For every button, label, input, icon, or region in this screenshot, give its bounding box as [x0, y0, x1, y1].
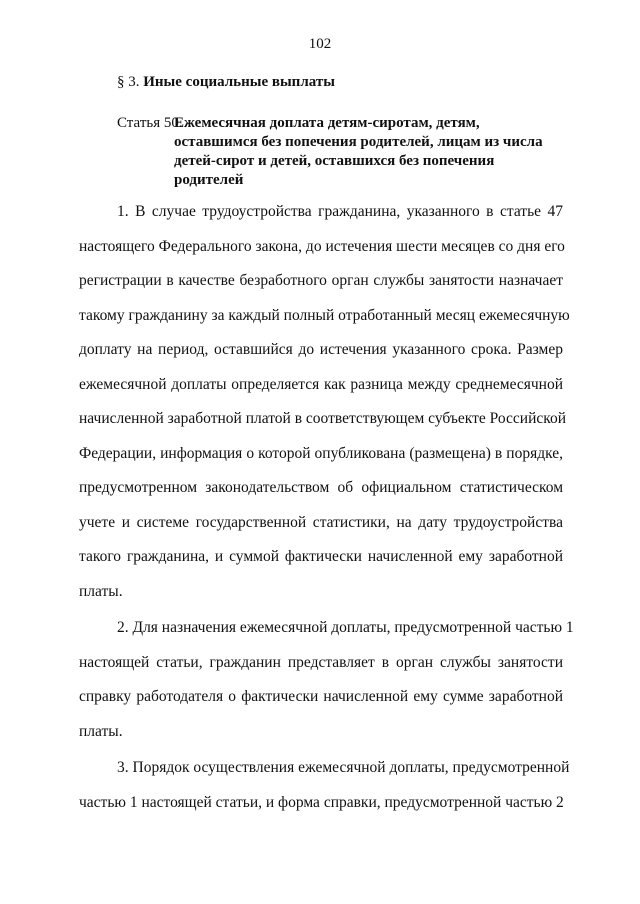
article-title-line: детей-сирот и детей, оставшихся без попечения: [174, 153, 495, 169]
text-line: 2. Для назначения ежемесячной доплаты, предусмотренной частью 1: [117, 619, 574, 636]
text-line: такому гражданину за каждый полный отработанный месяц ежемесячную: [79, 306, 570, 324]
text-line: настоящего Федерального закона, до истечения шести месяцев со дня его: [79, 237, 565, 255]
article-label: Статья 50.: [117, 115, 183, 131]
text-line: начисленной заработной платой в соответствующем субъекте Российской: [79, 410, 567, 427]
text-line: частью 1 настоящей статьи, и форма справки, предусмотренной частью 2: [79, 793, 564, 811]
page-number: 102: [308, 36, 332, 52]
text-line: справку работодателя о фактически начисленной ему сумме заработной: [79, 688, 563, 705]
text-line: платы.: [79, 722, 123, 740]
text-line: Федерации, информация о которой опубликована (размещена) в порядке,: [79, 444, 563, 462]
paragraph-2: [79, 611, 574, 749]
paragraph-3: [79, 751, 570, 820]
text-line: такого гражданина, и суммой фактически начисленной ему заработной: [79, 548, 563, 565]
section-title: Иные социальные выплаты: [143, 74, 335, 90]
text-line: платы.: [79, 582, 123, 600]
text-line: 1. В случае трудоустройства гражданина, указанного в статье 47: [117, 203, 563, 220]
section-heading: [117, 74, 335, 91]
text-line: предусмотренном законодательством об официальном статистическом: [79, 479, 563, 496]
text-line: регистрации в качестве безработного орган службы занятости назначает: [79, 272, 563, 289]
text-line: доплату на период, оставшийся до истечения указанного срока. Размер: [79, 341, 563, 358]
article-body: [79, 195, 574, 822]
article-title-line: Ежемесячная доплата детям-сиротам, детям,: [174, 115, 480, 131]
article-title-line: родителей: [174, 172, 244, 188]
text-line: ежемесячной доплаты определяется как разница между среднемесячной: [79, 375, 563, 393]
section-number: § 3.: [117, 74, 140, 90]
text-line: настоящей статьи, гражданин представляет в орган службы занятости: [79, 653, 563, 671]
article-title-line: оставшимся без попечения родителей, лицам из числа: [174, 134, 543, 150]
paragraph-1: [79, 195, 570, 609]
article-heading: [117, 114, 577, 190]
text-line: 3. Порядок осуществления ежемесячной доплаты, предусмотренной: [117, 759, 570, 776]
text-line: учете и системе государственной статистики, на дату трудоустройства: [79, 513, 563, 531]
article-title: [174, 114, 577, 190]
